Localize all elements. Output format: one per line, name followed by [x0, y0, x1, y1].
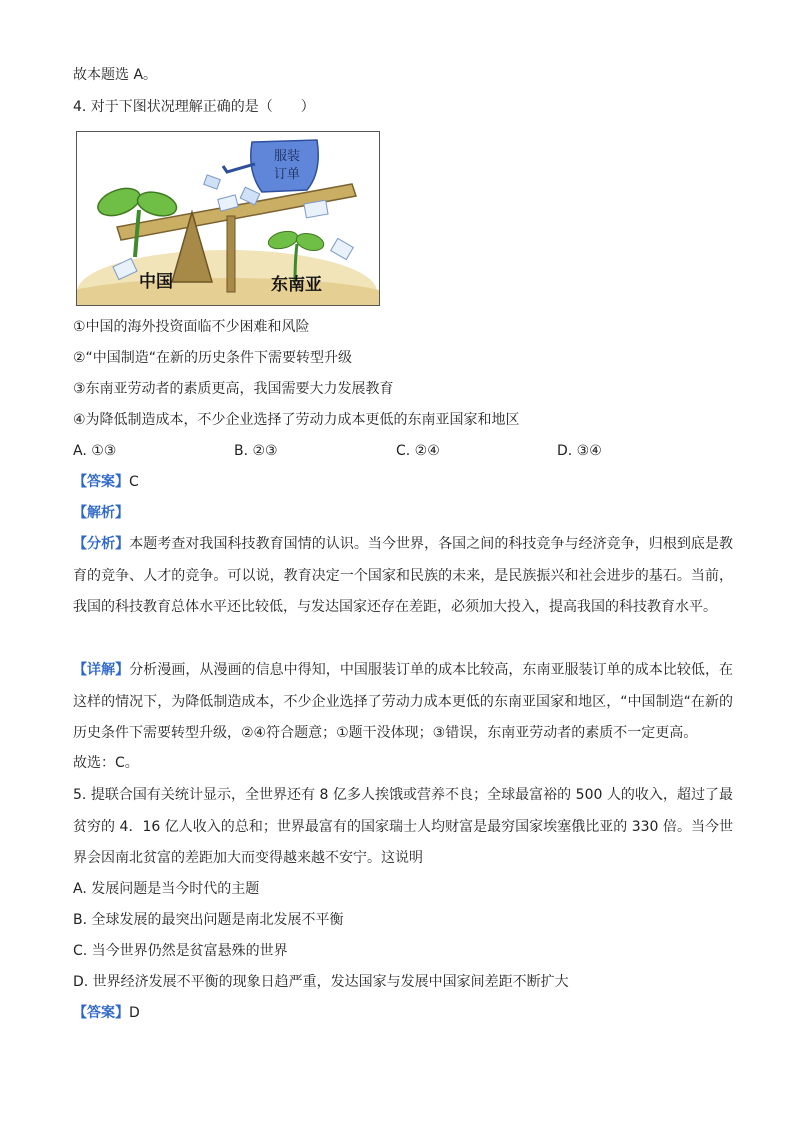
q5-option-a: A. 发展问题是当今时代的主题: [73, 881, 260, 897]
paper-5: [331, 238, 354, 259]
question-5-stem: 5. 提联合国有关统计显示，全世界还有 8 亿多人挨饿或营养不良；全球最富裕的 500 人的收入，超过了最贫穷的 4．16 亿人收入的总和；世界最富有的国家瑞士人均财富是最穷国家埃塞俄比亚的 330 倍。当今世界会因南北贫富的差距加大而变得越来越不安宁。这说明: [73, 787, 733, 866]
cartoon-image: [76, 131, 380, 306]
left-sprout-stem: [135, 210, 139, 257]
q4-option-d: D. ③④: [557, 443, 602, 459]
fenxi-text: 本题考查对我国科技教育国情的认识。当今世界，各国之间的科技竞争与经济竞争，归根到底是教育的竞争、人才的竞争。可以说，教育决定一个国家和民族的未来，是民族振兴和社会进步的基石。当前，我国的科技教育总体水平还比较低，与发达国家还存在差距，必须加大投入，提高我国的科技教育水平。: [73, 536, 734, 615]
answer-value: C: [129, 474, 139, 490]
q5-option-c: C. 当今世界仍然是贫富悬殊的世界: [73, 943, 288, 959]
statement-1: ①中国的海外投资面临不少困难和风险: [73, 319, 310, 335]
answer-tag: 【答案】: [73, 1005, 129, 1021]
statement-3: ③东南亚劳动者的素质更高，我国需要大力发展教育: [73, 381, 394, 397]
q4-answer: [73, 472, 139, 492]
answer-tag: 【答案】: [73, 474, 129, 490]
right-leaf-2: [294, 231, 325, 254]
pot-label-1: 服装: [274, 149, 301, 164]
left-leaf-2: [135, 188, 179, 220]
q4-fenxi-paragraph: [73, 529, 733, 624]
question-4-stem: 4. 对于下图状况理解正确的是（ ）: [73, 99, 315, 115]
watering-pot: [251, 140, 319, 192]
q5-option-d: D. 世界经济发展不平衡的现象日趋严重，发达国家与发展中国家间差距不断扩大: [73, 974, 569, 990]
q4-option-b: B. ②③: [234, 443, 278, 459]
analysis-tag: 【解析】: [73, 505, 129, 521]
left-leaf-1: [94, 183, 144, 221]
fenxi-tag: 【分析】: [73, 536, 130, 552]
statement-4: ④为降低制造成本，不少企业选择了劳动力成本更低的东南亚国家和地区: [73, 412, 520, 428]
q5-option-b: B. 全球发展的最突出问题是南北发展不平衡: [73, 912, 344, 928]
label-southeast-asia: 东南亚: [271, 275, 322, 295]
xiangjie-text: 分析漫画，从漫画的信息中得知，中国服装订单的成本比较高，东南亚服装订单的成本比较低，在这样的情况下，为降低制造成本，不少企业选择了劳动力成本更低的东南亚国家和地区，“中国制造“在新的历史条件下需要转型升级，②④符合题意；①题干没体现；③错误，东南亚劳动者的素质不一定更高。: [73, 662, 734, 741]
label-china: 中国: [139, 272, 173, 292]
cartoon-illustration: [77, 132, 379, 305]
q4-xiangjie-paragraph: [73, 655, 733, 750]
xiangjie-tag: 【详解】: [73, 662, 130, 678]
watering-spout: [223, 164, 255, 172]
answer-value: D: [129, 1005, 140, 1021]
q4-option-c: C. ②④: [396, 443, 440, 459]
statement-2: ②“中国制造“在新的历史条件下需要转型升级: [73, 350, 353, 366]
q4-option-a: A. ①③: [73, 443, 117, 459]
q5-answer: [73, 1003, 140, 1023]
paper-1: [204, 175, 221, 189]
q4-analysis-heading: [73, 503, 129, 523]
previous-conclusion: 故本题选 A。: [73, 67, 158, 83]
q4-conclusion: 故选：C。: [73, 755, 139, 771]
right-post: [227, 216, 235, 292]
pot-label-2: 订单: [274, 167, 301, 182]
right-leaf-1: [266, 228, 299, 251]
